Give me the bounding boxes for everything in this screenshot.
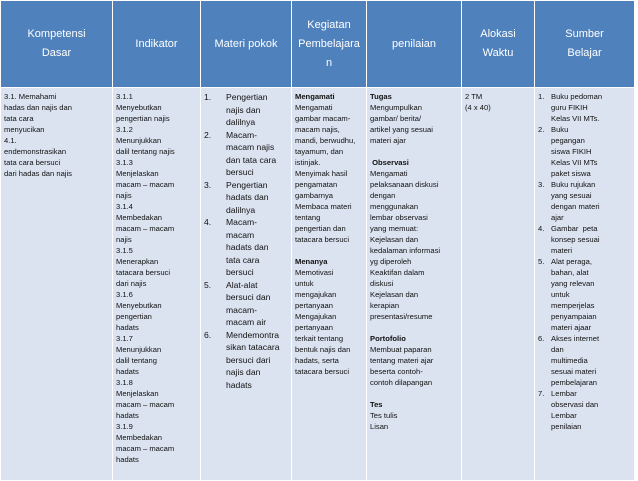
cell-line: pengertian (116, 312, 152, 321)
list-line: dalilnya (226, 117, 256, 127)
cell-line: macam – macam (116, 444, 175, 453)
cell-sumber (535, 88, 635, 481)
list-item (204, 129, 288, 179)
cell-line: Keaktifan dalam (370, 268, 425, 277)
cell-line: 3.1. Memahami (4, 92, 57, 101)
list-line: memperjelas (551, 301, 595, 310)
cell-line: 4.1. (4, 136, 17, 145)
cell-line: Menyimak hasil (295, 169, 348, 178)
cell-line: pertanyaan (295, 323, 333, 332)
cell-line: Menjelaskan (116, 389, 159, 398)
list-line: dan (551, 345, 564, 354)
section-heading: Tugas (370, 92, 392, 101)
cell-line: (4 x 40) (465, 103, 491, 112)
cell-line: pengertian najis (116, 114, 170, 123)
cell-line: Mengamati (295, 103, 333, 112)
list-line: Kelas VII MTs. (551, 114, 600, 123)
list-line: yang relevan (551, 279, 595, 288)
list-number: 1. (538, 92, 545, 101)
header-kegiatan (292, 1, 367, 88)
list-line: multimedia (551, 356, 588, 365)
list-line: konsep sesuai (551, 235, 600, 244)
cell-line: pengamatan (295, 180, 338, 189)
cell-line: Membedakan (116, 213, 163, 222)
cell-line: tatacara bersuci (295, 235, 350, 244)
list-number: 7. (538, 389, 545, 398)
list-line: bersuci dan (226, 292, 271, 302)
list-line: Buku pedoman (551, 92, 603, 101)
cell-line: 3.1.4 (116, 202, 133, 211)
list-item (538, 223, 631, 256)
cell-line: Kejelasan dan (370, 290, 419, 299)
header-line: penilaian (391, 37, 437, 50)
list-line: tata cara (226, 254, 260, 265)
cell-line: macam – macam (116, 180, 175, 189)
list-number: 6. (204, 329, 212, 340)
cell-line: 3.1.5 (116, 246, 133, 255)
list-line: hadats dan (226, 192, 269, 202)
list-line: Gambar peta (551, 224, 598, 233)
list-line: hadats (226, 379, 252, 390)
list-item (538, 256, 631, 333)
cell-line: menggunakan (370, 202, 419, 211)
list-item (204, 216, 288, 279)
cell-line: yg diperoleh (370, 257, 412, 266)
cell-line: 3.1.6 (116, 290, 133, 299)
cell-line: kedalaman informasi (370, 246, 441, 255)
cell-line: mengajukan (295, 290, 337, 299)
section-heading: Portofolio (370, 334, 406, 343)
list-line: macam- (226, 304, 258, 315)
cell-line: Lisan (370, 422, 389, 431)
list-line: yang sesuai (551, 191, 592, 200)
cell-line: gambar/ berita/ (370, 114, 422, 123)
cell-line (295, 245, 363, 256)
list-line: pegangan (551, 136, 585, 145)
cell-line: macam – macam (116, 400, 175, 409)
list-line: macam air (226, 317, 267, 327)
list-line: penyampaian (551, 312, 597, 321)
cell-line: gambar macam- (295, 114, 351, 123)
section-heading: Mengamati (295, 92, 335, 101)
cell-line: macam najis, (295, 125, 340, 134)
header-alokasi (462, 1, 535, 88)
list-line: Buku (551, 125, 569, 134)
cell-line: endemonstrasikan (4, 147, 67, 156)
cell-line: Memotivasi (295, 268, 334, 277)
cell-line: tayamum, dan (295, 147, 344, 156)
cell-line: Menunjukkan (116, 345, 162, 354)
section-heading: Observasi (370, 158, 409, 167)
cell-penilaian (367, 88, 462, 481)
cell-line: tata cara bersuci (4, 158, 61, 167)
list-line: macam (226, 229, 255, 240)
list-line: dalilnya (226, 204, 256, 215)
cell-line: mandi, berwudhu, (295, 136, 356, 145)
cell-line: hadats, serta (295, 356, 339, 365)
list-line: Pengertian (226, 179, 268, 190)
cell-line: dengan (370, 191, 396, 200)
header-line: Sumber (565, 28, 604, 40)
header-line: Alokasi (480, 28, 516, 40)
cell-line: untuk (295, 279, 314, 288)
list-number: 4. (204, 217, 212, 227)
list-line: Pengertian (226, 92, 268, 102)
list-line: Akses internet (551, 334, 600, 343)
list-line: materi ajaar (551, 323, 592, 332)
header-line: Pembelajara (298, 37, 360, 50)
cell-line: 3.1.3 (116, 158, 133, 167)
cell-line: menyucikan (4, 125, 45, 134)
list-number: 2. (204, 129, 212, 140)
cell-line: Menyebutkan (116, 301, 162, 310)
cell-line: gambarnya (295, 191, 333, 200)
cell-line: 3.1.9 (116, 422, 133, 431)
cell-line: hadats (116, 367, 139, 376)
cell-line: hadas dan najis dan (4, 103, 72, 112)
cell-line: dalil tentang najis (116, 147, 175, 156)
cell-line: Menyebutkan (116, 103, 162, 112)
list-line: bahan, alat (551, 268, 589, 277)
list-number: 5. (204, 279, 212, 290)
section-heading: Tes (370, 400, 383, 409)
cell-line: Menerapkan (116, 257, 159, 266)
cell-line: beserta contoh- (370, 367, 423, 376)
list-number: 4. (538, 224, 545, 233)
header-line: Waktu (482, 47, 514, 59)
cell-line: dari hadas dan najis (4, 169, 72, 178)
cell-line: Mengamati (370, 169, 408, 178)
cell-line: bentuk najis dan (295, 345, 351, 354)
cell-line: 3.1.8 (116, 378, 133, 387)
cell-line: presentasi/resume (370, 312, 433, 321)
header-line: Dasar (41, 47, 72, 59)
cell-line: yang memuat: (370, 224, 419, 233)
header-kompetensi (1, 1, 113, 88)
header-penilaian (367, 1, 462, 88)
cell-indikator (113, 88, 201, 481)
list-line: observasi dan (551, 400, 599, 409)
list-item (538, 124, 631, 179)
header-line: Belajar (567, 47, 602, 59)
list-line: sikan tatacara (226, 342, 280, 352)
list-line: bersuci dari (226, 354, 271, 365)
content-row (1, 88, 635, 481)
cell-line: lembar observasi (370, 213, 428, 222)
header-line: n (325, 56, 333, 69)
cell-line: Mengumpulkan (370, 103, 422, 112)
cell-line: Membedakan (116, 433, 163, 442)
list-number: 1. (204, 92, 212, 102)
cell-line: najis (116, 191, 132, 200)
cell-line: Kejelasan dan (370, 235, 419, 244)
cell-line: tatacara bersuci (295, 367, 350, 376)
header-line: Indikator (135, 37, 178, 50)
list-line: Kelas VII MTs (551, 158, 598, 167)
header-materi (201, 1, 292, 88)
cell-line: tentang materi ajar (370, 356, 434, 365)
list-line: Lembar (551, 389, 577, 398)
list-number: 5. (538, 257, 545, 266)
cell-line (370, 146, 458, 157)
list-line: materi (551, 246, 573, 255)
cell-line: Menunjukkan (116, 136, 162, 145)
list-line: pembelajaran (551, 378, 598, 387)
list-item (204, 91, 288, 129)
list-line: hadats dan (226, 242, 269, 252)
cell-line: Tes tulis (370, 411, 398, 420)
list-line: Macam- (226, 217, 258, 227)
cell-line: diskusi (370, 279, 394, 288)
list-line: macam najis (226, 142, 275, 152)
list-item (204, 329, 288, 392)
list-number: 3. (204, 179, 212, 190)
list-item (538, 91, 631, 124)
cell-line: hadats (116, 455, 139, 464)
cell-line: macam – macam (116, 224, 175, 233)
list-number: 2. (538, 125, 545, 134)
header-line: Kegiatan (307, 18, 351, 31)
cell-line: tatacara bersuci (116, 268, 171, 277)
cell-line: hadats (116, 323, 139, 332)
header-sumber (535, 1, 635, 88)
cell-materi (201, 88, 292, 481)
cell-line: istinjak. (295, 158, 321, 167)
list-line: Buku rujukan (551, 180, 596, 189)
cell-line: pengertian dan (295, 224, 346, 233)
section-heading: Menanya (295, 257, 328, 266)
list-line: dengan materi (551, 202, 600, 211)
list-line: Alat-alat (226, 279, 258, 290)
cell-line: najis (116, 235, 132, 244)
cell-line: contoh dilapangan (370, 378, 433, 387)
cell-line: terkait tentang (295, 334, 344, 343)
cell-line: pertanyaan (295, 301, 333, 310)
list-line: bersuci (226, 267, 254, 277)
list-line: Macam- (226, 129, 258, 140)
list-line: najis dan (226, 367, 261, 377)
cell-line: artikel yang sesuai (370, 125, 433, 134)
cell-kegiatan (292, 88, 367, 481)
cell-line: Membaca materi (295, 202, 352, 211)
list-line: untuk (551, 290, 570, 299)
list-item (538, 179, 631, 223)
header-line: Materi pokok (214, 37, 278, 50)
list-item (538, 388, 631, 432)
cell-line: Membuat paparan (370, 345, 432, 354)
list-line: guru FIKIH (551, 103, 588, 112)
list-line: sesuai materi (551, 367, 597, 376)
cell-line: 3.1.7 (116, 334, 133, 343)
list-line: najis dan (226, 104, 261, 115)
list-line: siswa FIKIH (551, 147, 592, 156)
cell-line: dalil tentang (116, 356, 157, 365)
list-item (538, 333, 631, 388)
list-line: Alat peraga, (551, 257, 592, 266)
list-line: paket siswa (551, 169, 591, 178)
cell-line: tentang (295, 213, 321, 222)
list-line: ajar (551, 213, 564, 222)
list-item (204, 279, 288, 329)
cell-line: dari najis (116, 279, 147, 288)
cell-line: 3.1.1 (116, 92, 133, 101)
header-indikator (113, 1, 201, 88)
list-item (204, 179, 288, 217)
list-line: penilaian (551, 422, 582, 431)
list-line: dan tata cara (226, 154, 277, 165)
cell-alokasi (462, 88, 535, 481)
cell-line: tata cara (4, 114, 34, 123)
list-number: 6. (538, 334, 545, 343)
cell-line: 2 TM (465, 92, 483, 101)
header-row (1, 1, 635, 88)
list-line: Lembar (551, 411, 577, 420)
list-line: Mendemontra (226, 329, 280, 340)
cell-line: pelaksanaan diskusi (370, 180, 439, 189)
cell-line: 3.1.2 (116, 125, 133, 134)
cell-line: hadats (116, 411, 139, 420)
list-line: bersuci (226, 167, 254, 177)
cell-line: kerapian (370, 301, 400, 310)
list-number: 3. (538, 180, 545, 189)
cell-line: materi ajar (370, 136, 406, 145)
cell-kompetensi (1, 88, 113, 481)
cell-line: Menjelaskan (116, 169, 159, 178)
cell-line (370, 388, 458, 399)
cell-line (370, 322, 458, 333)
cell-line: Mengajukan (295, 312, 337, 321)
header-line: Kompetensi (27, 28, 86, 40)
